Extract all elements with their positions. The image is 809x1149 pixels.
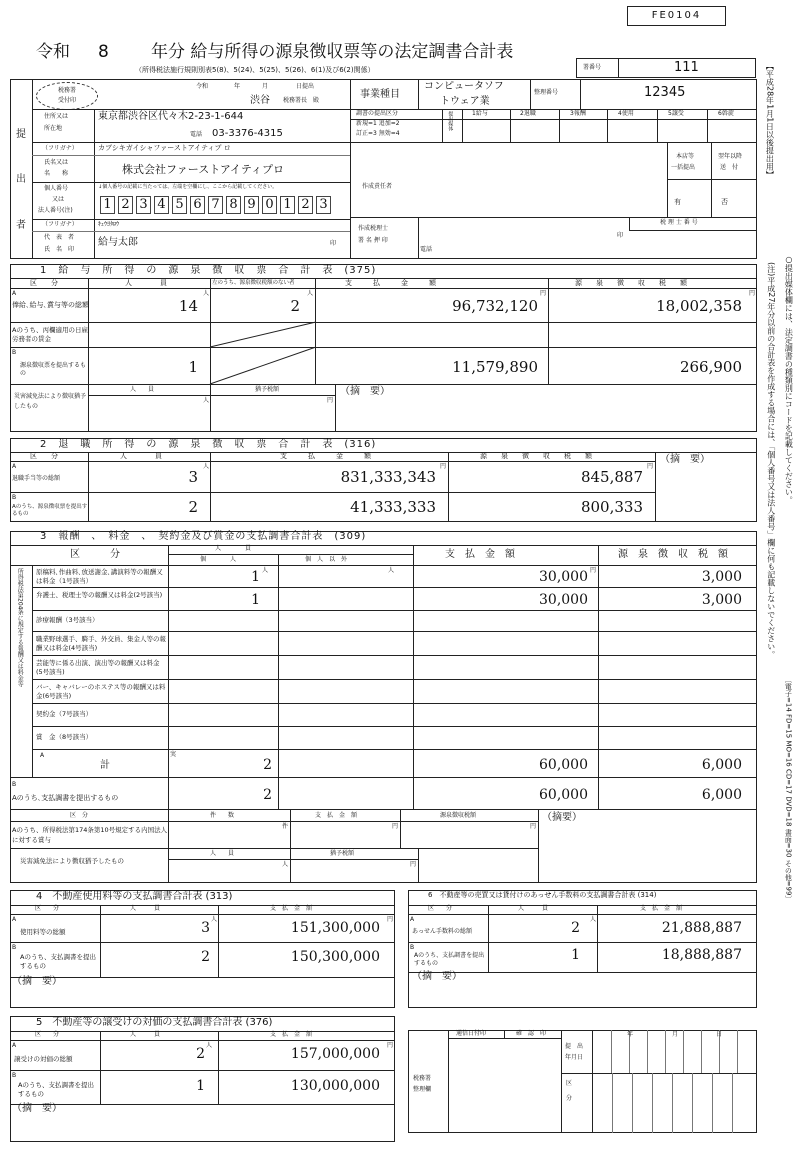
s3-col-ind: 個 人 <box>200 556 237 563</box>
phone2-label: 電話 <box>420 246 433 253</box>
name-label-1: 氏名又は <box>44 159 69 166</box>
s6-col-kubun: 区 分 <box>428 905 453 912</box>
media-col-6: 6斡旋 <box>718 110 734 117</box>
s3-row: 原稿料､作曲料､放送謝金､講演料等の報酬又は料金（1号該当） 人 人 円 1 30,000 3,000 <box>32 565 757 588</box>
s1-diag-rowB <box>210 347 316 384</box>
submitter-side-3: 者 <box>16 220 26 231</box>
submission-opt1: 新規=1 追加=2 <box>356 120 400 127</box>
s3-row: バー、キャバレーのホステス等の報酬又は料金(6号該当) <box>32 680 757 704</box>
margin-media-codes: 〔電子=14 FD=15 MO=16 CD=17 DVD=18 書面=30 その他=99〕 <box>784 676 793 903</box>
s1-col-kubun: 区 分 <box>30 279 58 287</box>
s3-c-count: 件 数 <box>210 812 235 819</box>
yes-label: 有 <box>674 198 681 206</box>
kubun-label-2: 分 <box>566 1095 573 1102</box>
s6-col-persons: 人 員 <box>518 905 549 912</box>
s2-rowB-label: Aのうち、源泉徴収票を提出するもの <box>12 504 88 518</box>
head-office-label-2: 一括提出 <box>671 164 696 171</box>
s2-rowA-tax: 845,887 <box>580 468 643 486</box>
s3-memo: （摘要） <box>542 812 582 823</box>
date-label-day: 日提出 <box>296 83 315 90</box>
kubun-label-1: 区 <box>566 1080 573 1087</box>
s5-col-persons: 人 員 <box>130 1031 161 1038</box>
s1-rowA-noncollect: 2 <box>290 297 300 315</box>
id-digit: 1 <box>280 196 295 214</box>
s3-disaster-label: 災害減免法により徴収猶予したもの <box>20 857 124 865</box>
s2-col-paid: 支 払 金 額 <box>280 452 371 460</box>
tax-office: 渋谷 <box>250 95 270 106</box>
rep-kana: ｷｭｳﾖﾀﾛｳ <box>98 221 120 228</box>
title-sub: （所得税法施行規則別表5(8)、5(24)、5(25)、5(26)、6(1)及び6(2)関係） <box>135 66 375 74</box>
office-label-2: 整理欄 <box>413 1086 432 1093</box>
s3-disaster-persons: 人 員 <box>210 850 235 857</box>
s3-total-persons: 2 <box>263 757 272 773</box>
s4-rowB-label: Aのうち、支払調書を提出するもの <box>20 953 96 970</box>
margin-media-note: ○提出媒体欄には、法定調書の種類別にコードを記載してください。 <box>784 255 794 504</box>
submit-date-label-1: 提 出 <box>565 1043 584 1050</box>
s4-rowA-label: 使用料等の総額 <box>20 928 66 936</box>
s4-col-paid: 支 払 金 額 <box>270 905 313 912</box>
s3-rowB: B Aのうち､支払調書を提出するもの 2 60,000 6,000 <box>10 778 757 810</box>
section3-title: 3 報酬 、 料金 、 契約金及び賞金の支払調書合計表 (309) <box>40 531 367 542</box>
submit-media-label: 提出媒体 <box>447 111 454 131</box>
s1-rowB-paid: 11,579,890 <box>452 358 538 376</box>
s1-rowA-paid: 96,732,120 <box>452 297 538 315</box>
s4-rowA-persons: 3 <box>201 920 210 936</box>
s5-col-paid: 支 払 金 額 <box>270 1031 313 1038</box>
s1-rowA-persons: 14 <box>178 297 198 315</box>
s3-c-paid: 支 払 金 額 <box>315 812 358 819</box>
id-digit: 7 <box>208 196 223 214</box>
creator-label: 作成責任者 <box>362 183 393 190</box>
name-label-2: 名 称 <box>44 170 69 177</box>
s1-diag-rowA2 <box>210 322 316 347</box>
s3-row2-paid: 30,000 <box>539 592 588 608</box>
submission-label: 調書の提出区分 <box>356 110 399 117</box>
s5-rowA-label: 譲受けの対価の総額 <box>14 1055 73 1063</box>
s2-rowA-persons: 3 <box>188 468 198 486</box>
address-label-2: 所在地 <box>44 125 63 132</box>
s4-rowA-paid: 151,300,000 <box>290 920 380 936</box>
no-label: 否 <box>721 198 728 206</box>
office-number-label: 署番号 <box>583 64 602 71</box>
s3-row2-ind: 1 <box>251 592 260 608</box>
date-label-month: 月 <box>262 83 269 90</box>
s4-rowB-persons: 2 <box>201 949 210 965</box>
s3-col-persons: 人 員 <box>215 545 252 552</box>
s3-c-label: Aのうち、所得税法第174条第10号規定する内国法人に対する賞与 <box>12 826 168 844</box>
s3-row1-paid: 30,000 <box>539 569 588 585</box>
margin-top-note: 【平成28年1月1日以後提出用】 <box>765 62 775 179</box>
office-number: 111 <box>674 60 699 75</box>
next-year-label-1: 翌年以降 <box>718 153 743 160</box>
s2-col-tax: 源 泉 徴 収 税 額 <box>480 452 592 460</box>
s3-row: 診療報酬（3号該当） <box>32 611 757 632</box>
s5-memo: （摘 要） <box>12 1103 62 1114</box>
ref-number: 12345 <box>644 85 686 100</box>
s1-disaster-persons: 人 員 <box>130 386 155 393</box>
s3-rowB-tax: 6,000 <box>701 787 742 803</box>
s3-row: 職業野球選手、騎手、外交員、集金人等の報酬又は料金(4号該当) <box>32 632 757 656</box>
rep-name: 給与太郎 <box>98 237 138 248</box>
tax-accountant-seal: 印 <box>617 232 624 239</box>
submitter-side-2: 出 <box>16 174 26 185</box>
head-office-label-1: 本店等 <box>676 153 695 160</box>
s3-c-unit: 件 <box>282 823 289 830</box>
s1-rowA2-label: Aのうち、丙欄適用の日雇労務者の賃金 <box>12 326 88 344</box>
section2-title: 2 退 職 所 得 の 源 泉 徴 収 票 合 計 表 (316) <box>40 439 377 450</box>
business-label: 事業種目 <box>360 89 400 100</box>
name-kana: カブシキガイシャファーストアイティプ ロ <box>98 144 231 152</box>
date-label-era: 令和 <box>196 83 209 90</box>
phone-label: 電話 <box>190 131 203 138</box>
s3-c-kubun: 区 分 <box>70 812 89 819</box>
s3-side-label: 所得税法第204条に規定する報酬又は料金等 <box>16 568 24 688</box>
s3-col-tax: 源 泉 徴 収 税 額 <box>618 549 728 560</box>
s1-col-tax: 源 泉 徴 収 税 額 <box>575 279 687 287</box>
s5-rowB-persons: 1 <box>196 1078 205 1094</box>
s1-disaster-tax: 猶予税額 <box>255 386 280 393</box>
section5-title: 5 不動産等の譲受けの対価の支払調書合計表 (376) <box>36 1017 273 1028</box>
business-value-1: コンピュータソフ <box>424 81 504 92</box>
s3-col-kubun: 区 分 <box>70 549 120 560</box>
s3-row: 契約金（7号該当） <box>32 704 757 727</box>
s4-rowB-paid: 150,300,000 <box>290 949 380 965</box>
rep-label-1: 代 表 者 <box>44 234 75 241</box>
section6-title: 6 不動産等の売買又は貸付けのあっせん手数料の支払調書合計表 (314) <box>428 891 657 899</box>
section1-table <box>10 264 757 432</box>
id-digits <box>100 196 340 216</box>
address: 東京都渋谷区代々木2-23-1-644 <box>98 111 244 122</box>
s3-rowB-label: Aのうち､支払調書を提出するもの <box>12 794 119 802</box>
s1-rowB-tax: 266,900 <box>679 358 742 376</box>
id-digit: 6 <box>190 196 205 214</box>
id-note: ↓個人番号の記載に当たっては、左端を空欄にし、ここから記載してください。 <box>98 184 278 190</box>
id-digit: 1 <box>100 196 115 214</box>
s5-col-kubun: 区 分 <box>35 1031 60 1038</box>
tax-accountant-no-label: 税 理 士 番 号 <box>660 219 698 226</box>
title-year: 8 <box>98 42 109 62</box>
id-digit: 3 <box>316 196 331 214</box>
confirm-label: 確 認 印 <box>516 1030 547 1037</box>
id-digit: 2 <box>118 196 133 214</box>
section4-title: 4 不動産使用料等の支払調書合計表 (313) <box>36 891 233 902</box>
id-digit: 5 <box>172 196 187 214</box>
s4-col-kubun: 区 分 <box>35 905 60 912</box>
office-number-box <box>576 58 756 78</box>
media-col-3: 3報酬 <box>570 110 586 117</box>
id-label-3: 法人番号(注) <box>38 207 73 214</box>
s3-row2-tax: 3,000 <box>701 592 742 608</box>
s2-col-persons: 人 員 <box>120 452 162 460</box>
s5-rowA-persons: 2 <box>196 1046 205 1062</box>
rep-label-2: 氏 名 印 <box>44 246 75 253</box>
s2-memo: （摘 要） <box>660 454 710 465</box>
s1-rowA-tax: 18,002,358 <box>656 297 742 315</box>
submitter-side-1: 提 <box>16 129 26 140</box>
stamp-bottom: 受付印 <box>57 97 76 104</box>
s2-col-kubun: 区 分 <box>30 452 58 460</box>
submission-opt2: 訂正=3 無効=4 <box>356 130 400 137</box>
name-kana-label: （フリガナ） <box>42 145 78 152</box>
s4-memo: （摘 要） <box>12 976 62 987</box>
comm-date-label: 通信日付印 <box>456 1030 487 1037</box>
s1-rowB-persons: 1 <box>188 358 198 376</box>
section1-title: 1 給 与 所 得 の 源 泉 徴 収 票 合 計 表 (375) <box>40 265 377 276</box>
media-col-4: 4使用 <box>618 110 634 117</box>
rep-kana-label: （フリガナ） <box>42 221 78 228</box>
s3-total-label: 計 <box>100 760 110 771</box>
id-digit: 4 <box>154 196 169 214</box>
s2-rowA-label: 退職手当等の総額 <box>12 475 61 482</box>
tax-accountant-label-1: 作成税理士 <box>358 225 389 232</box>
s5-rowB-label: Aのうち、支払調書を提出するもの <box>18 1081 94 1098</box>
s3-rowB-paid: 60,000 <box>539 787 588 803</box>
margin-note: (注)平成27年分以前の合計表を作成する場合には、「個人番号又は法人番号」欄に何も記載しないでください。 <box>766 262 776 659</box>
s3-row: 賞 金（8号該当） <box>32 727 757 750</box>
title-era: 令和 <box>36 42 70 62</box>
s3-total-row: A 計 実 2 60,000 6,000 <box>10 750 757 778</box>
ref-number-label: 整理番号 <box>534 89 559 96</box>
s1-col-persons: 人 員 <box>125 279 167 287</box>
s1-disaster-label: 災害減免法により徴収猶予したもの <box>14 393 87 410</box>
date-m: 月 <box>672 1031 679 1038</box>
s6-memo: （摘 要） <box>412 971 462 982</box>
s6-rowA-label: あっせん手数料の総額 <box>412 928 472 935</box>
s3-total-paid: 60,000 <box>539 757 588 773</box>
s3-rowB-persons: 2 <box>263 787 272 803</box>
s3-total-tax: 6,000 <box>701 757 742 773</box>
id-digit: 8 <box>226 196 241 214</box>
date-y: 年 <box>627 1031 634 1038</box>
id-label-1: 個人番号 <box>44 185 69 192</box>
id-digit: 0 <box>262 196 277 214</box>
s3-col-other: 個 人 以 外 <box>305 556 348 563</box>
s3-c-tax: 源泉徴収税額 <box>440 812 477 819</box>
page-title: 年分 給与所得の源泉徴収票等の法定調書合計表 <box>151 42 514 62</box>
s3-row: 弁護士、税理士等の報酬又は料金(2号該当) 1 30,000 3,000 <box>32 588 757 611</box>
rep-seal: 印 <box>330 240 337 247</box>
business-value-2: トウェア業 <box>440 96 490 107</box>
s5-rowA-paid: 157,000,000 <box>290 1046 380 1062</box>
s6-rowB-label: Aのうち、支払調書を提出するもの <box>414 952 485 968</box>
form-code: FE0104 <box>651 10 702 21</box>
s6-rowB-paid: 18,888,887 <box>661 947 742 963</box>
date-d: 日 <box>716 1031 723 1038</box>
s3-col-paid: 支 払 金 額 <box>445 549 515 560</box>
address-label-1: 住所又は <box>44 113 69 120</box>
media-col-2: 2退職 <box>520 110 536 117</box>
s3-row1-tax: 3,000 <box>701 569 742 585</box>
id-digit: 9 <box>244 196 259 214</box>
tax-office-suffix: 税務署長 殿 <box>283 97 320 104</box>
s6-rowB-persons: 1 <box>571 947 580 963</box>
s2-rowB-paid: 41,333,333 <box>350 498 436 516</box>
s1-rowA-label: 俸給､給与､賞与等の総額 <box>12 301 89 309</box>
office-label-1: 税務署 <box>413 1075 432 1082</box>
s3-disaster-tax: 猶予税額 <box>330 850 355 857</box>
s3-row: 芸能等に係る出演、演出等の報酬又は料金(5号該当) <box>32 656 757 680</box>
company-name: 株式会社ファーストアイティプロ <box>122 163 285 176</box>
s2-rowA-paid: 831,333,343 <box>340 468 436 486</box>
s6-rowA-persons: 2 <box>571 920 580 936</box>
id-label-2: 又は <box>52 196 65 203</box>
s1-rowB-label: 源泉徴収票を提出するもの <box>20 362 87 378</box>
s6-col-paid: 支 払 金 額 <box>640 905 683 912</box>
s1-col-noncollect: 左のうち、源泉徴収税額のない者 <box>212 280 295 286</box>
s2-rowB-persons: 2 <box>188 498 198 516</box>
s1-memo: （摘 要） <box>340 386 390 397</box>
tax-accountant-label-2: 署 名 押 印 <box>358 237 388 244</box>
s5-rowB-paid: 130,000,000 <box>290 1078 380 1094</box>
s6-rowA-paid: 21,888,887 <box>661 920 742 936</box>
s3-total-jitsu: 実 <box>170 751 177 758</box>
s1-col-paid: 支 払 金 額 <box>345 279 436 287</box>
s4-col-persons: 人 員 <box>130 905 161 912</box>
id-digit: 2 <box>298 196 313 214</box>
media-col-1: 1給与 <box>472 110 488 117</box>
s3-row1-ind: 1 <box>251 569 260 585</box>
submit-date-label-2: 年月日 <box>565 1054 584 1061</box>
stamp-top: 税務署 <box>57 87 76 94</box>
media-col-5: 5譲受 <box>668 110 684 117</box>
id-digit: 3 <box>136 196 151 214</box>
phone: 03-3376-4315 <box>212 128 283 139</box>
s2-rowB-tax: 800,333 <box>580 498 643 516</box>
next-year-label-2: 送 付 <box>720 164 739 171</box>
date-label-year: 年 <box>234 83 241 90</box>
